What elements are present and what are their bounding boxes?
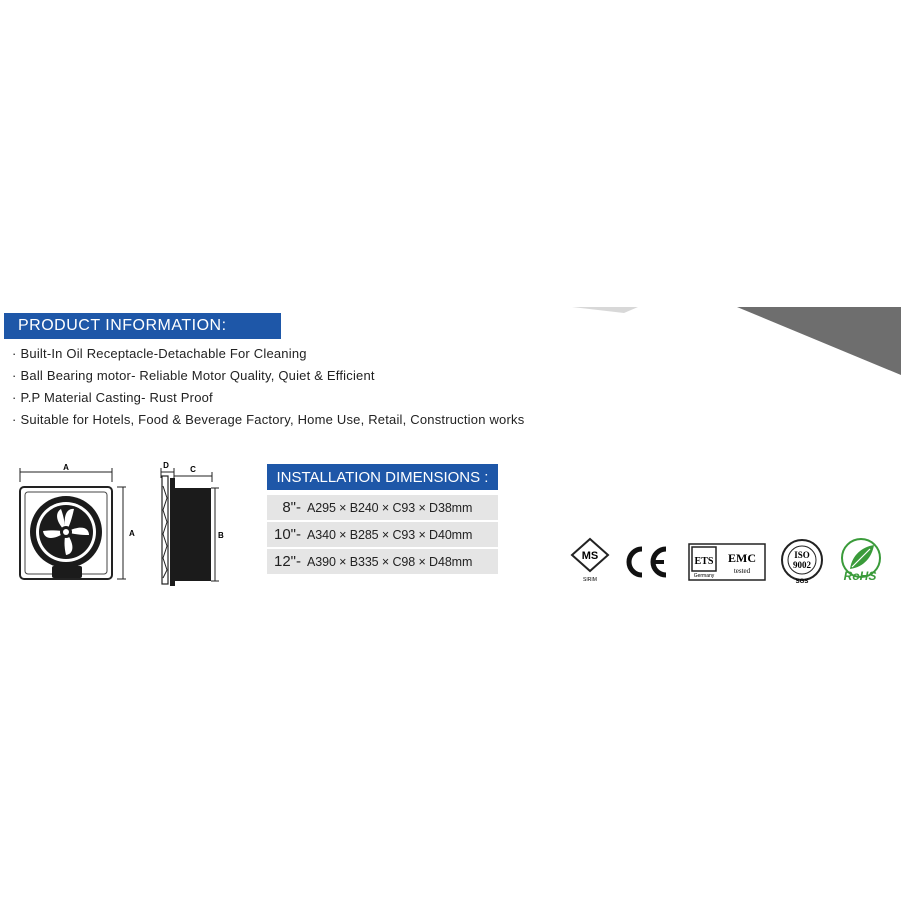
certification-logos bbox=[568, 537, 888, 587]
dimension-label-d: D bbox=[163, 461, 169, 470]
dimension-label-c: C bbox=[190, 465, 196, 474]
fan-size: 12"- bbox=[273, 553, 301, 570]
dimension-row bbox=[267, 549, 498, 574]
emc-tested-logo bbox=[688, 543, 766, 581]
dimension-row bbox=[267, 522, 498, 547]
ets-logo-text: ETS bbox=[694, 556, 714, 567]
feature-item: · Suitable for Hotels, Food & Beverage Factory, Home Use, Retail, Construction works bbox=[12, 409, 524, 431]
product-information-header: PRODUCT INFORMATION: bbox=[4, 313, 281, 339]
feature-item: · Built-In Oil Receptacle-Detachable For Cleaning bbox=[12, 343, 524, 365]
fan-front-diagram bbox=[14, 462, 139, 584]
feature-list bbox=[12, 343, 524, 431]
iso-number-text: 9002 bbox=[793, 560, 811, 570]
fan-side-diagram bbox=[155, 458, 230, 590]
feature-item: · P.P Material Casting- Rust Proof bbox=[12, 387, 524, 409]
dimension-label-b: B bbox=[218, 531, 224, 540]
installation-dimensions-table bbox=[267, 495, 498, 576]
germany-logo-text: Germany bbox=[693, 573, 715, 579]
dimension-label-a-right: A bbox=[129, 529, 135, 538]
ms-logo-text: MS bbox=[581, 550, 599, 562]
dimension-label-a-top: A bbox=[63, 463, 69, 472]
dimension-spec: A390 × B335 × C98 × D48mm bbox=[307, 554, 473, 569]
installation-dimensions-header: INSTALLATION DIMENSIONS : bbox=[267, 464, 498, 490]
dimension-spec: A340 × B285 × C93 × D40mm bbox=[307, 527, 473, 542]
sgs-logo-text: SGS bbox=[795, 579, 809, 585]
dimension-row bbox=[267, 495, 498, 520]
fan-size: 8"- bbox=[282, 499, 301, 516]
decorative-corner-light bbox=[572, 307, 638, 315]
iso-9002-logo bbox=[779, 537, 825, 585]
fan-size: 10"- bbox=[273, 526, 301, 543]
rohs-logo-text: RoHS bbox=[843, 569, 877, 583]
feature-item: · Ball Bearing motor- Reliable Motor Quality, Quiet & Efficient bbox=[12, 365, 524, 387]
ms-sirim-logo bbox=[570, 537, 610, 585]
iso-logo-text: ISO bbox=[794, 550, 810, 560]
decorative-corner-dark bbox=[737, 307, 901, 375]
rohs-logo bbox=[838, 537, 884, 585]
ce-logo bbox=[622, 545, 670, 579]
sirim-logo-text: SIRIM bbox=[583, 577, 597, 583]
emc-logo-text: EMC bbox=[728, 551, 756, 565]
dimension-spec: A295 × B240 × C93 × D38mm bbox=[307, 500, 473, 515]
emc-tested-text: tested bbox=[733, 567, 751, 575]
